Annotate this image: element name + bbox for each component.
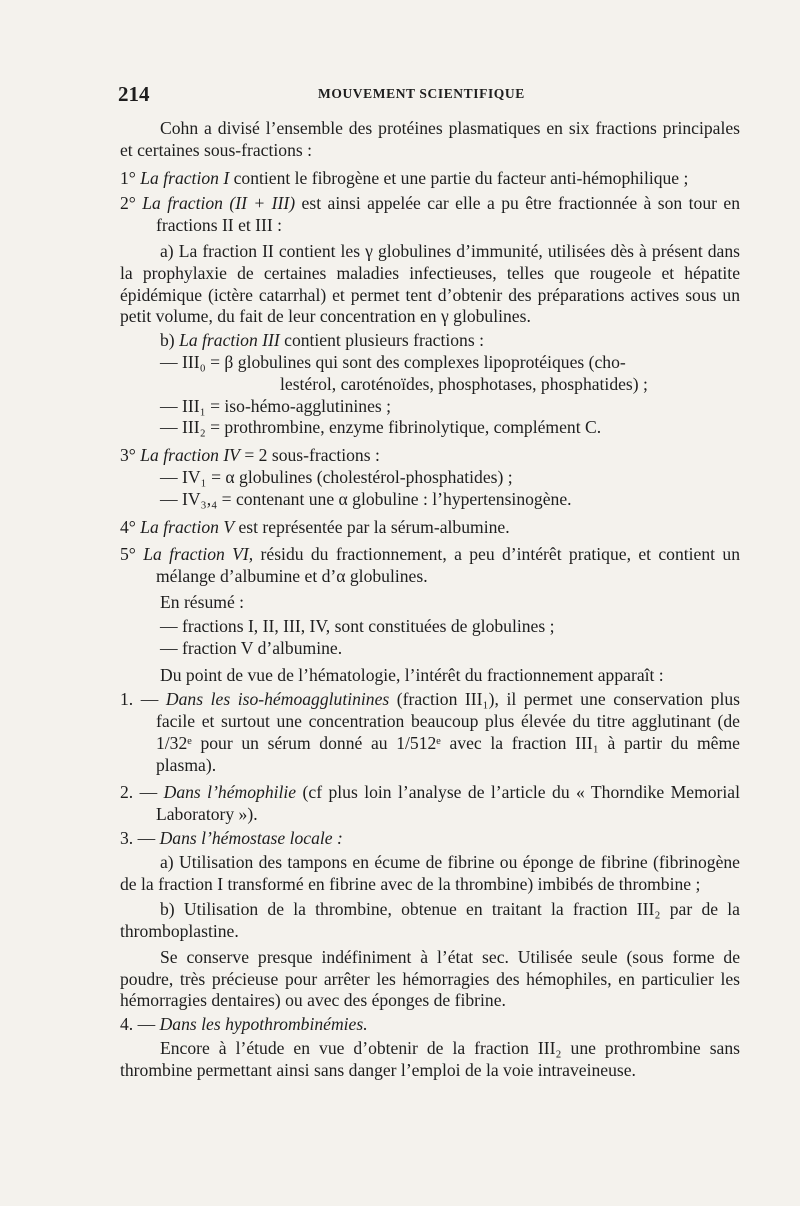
fraction-2a-paragraph: a) La fraction II contient les γ globulines d’immunité, utilisées dès à présent dans la prophylaxie de certaines maladies infectieuses, telles que rougeole et hépatite épidémique (ictère catarrhal) et permet tent d’obtenir des préparations actives sous un petit volume, du fait de leur concentration en γ globulines. (120, 240, 740, 327)
point-4a-paragraph: Encore à l’étude en vue d’obtenir de la fraction III₂ une prothrombine sans thrombine permettant ainsi sans danger l’emploi de la voie intraveineuse. (120, 1038, 740, 1080)
fraction-4-34-line: — IV₃,₄ = contenant une α globuline : l’hypertensinogène. (160, 488, 572, 509)
page-body (120, 118, 740, 1082)
fraction-4-item: 3° La fraction IV = 2 sous-fractions : (120, 445, 380, 466)
point-1-item: 1. — Dans les iso-hémoagglutinines (fraction III₁), il permet une conservation plus facile et surtout une concentration beaucoup plus élevée du titre agglutinant (de 1/32ᵉ pour un sérum donné au 1/512ᵉ avec la fraction III₁ à partir du même plasma). (120, 689, 740, 775)
resume-line-1: — fractions I, II, III, IV, sont constituées de globulines ; (160, 615, 555, 636)
fraction-3-2-line: — III₂ = prothrombine, enzyme fibrinolytique, complément C. (160, 417, 602, 438)
intro-paragraph: Cohn a divisé l’ensemble des protéines plasmatiques en six fractions principales et certaines sous-fractions : (120, 118, 740, 160)
interest-paragraph: Du point de vue de l’hématologie, l’intérêt du fractionnement apparaît : (160, 665, 664, 686)
resume-line-2: — fraction V d’albumine. (160, 637, 343, 658)
point-2-item: 2. — Dans l’hémophilie (cf plus loin l’analyse de l’article du « Thorndike Memorial Laboratory »). (120, 782, 740, 825)
fraction-3-0-cont-line: lestérol, caroténoïdes, phosphotases, phosphatides) ; (280, 373, 648, 394)
point-3b-paragraph: b) Utilisation de la thrombine, obtenue en traitant la fraction III₂ par de la thromboplastine. (120, 899, 740, 942)
point-3c-paragraph: Se conserve presque indéfiniment à l’état sec. Utilisée seule (sous forme de poudre, très précieuse pour arrêter les hémorragies des hémophiles, en particulier les hémorragies dentaires) ou avec des éponges de fibrine. (120, 946, 740, 1011)
page-header (118, 82, 738, 106)
fraction-2b-heading: b) La fraction III contient plusieurs fractions : (160, 330, 484, 351)
page-number: 214 (118, 82, 150, 106)
point-3-item: 3. — Dans l’hémostase locale : (120, 827, 343, 848)
fraction-1-item: 1° La fraction I contient le fibrogène et une partie du facteur anti-hémophilique ; (120, 167, 689, 188)
point-3a-paragraph: a) Utilisation des tampons en écume de fibrine ou éponge de fibrine (fibrinogène de la fraction I transformé en fibrine avec de la thrombine) imbibés de thrombine ; (120, 851, 740, 894)
fraction-3-0-line: — III₀ = β globulines qui sont des complexes lipoprotéiques (cho- (160, 351, 626, 372)
resume-title: En résumé : (160, 591, 245, 612)
point-4-item: 4. — Dans les hypothrombinémies. (120, 1014, 368, 1035)
fraction-3-1-line: — III₁ = iso-hémo-agglutinines ; (160, 395, 392, 416)
fraction-2-item: 2° La fraction (II + III) est ainsi appelée car elle a pu être fractionnée à son tour en fractions II et III : (120, 193, 741, 236)
fraction-4-1-line: — IV₁ = α globulines (cholestérol-phosphatides) ; (160, 466, 513, 487)
fraction-6-item: 5° La fraction VI, résidu du fractionnement, a peu d’intérêt pratique, et contient un mélange d’albumine et d’α globulines. (120, 544, 740, 587)
running-title: MOUVEMENT SCIENTIFIQUE (318, 86, 525, 101)
fraction-5-item: 4° La fraction V est représentée par la sérum-albumine. (120, 516, 510, 537)
